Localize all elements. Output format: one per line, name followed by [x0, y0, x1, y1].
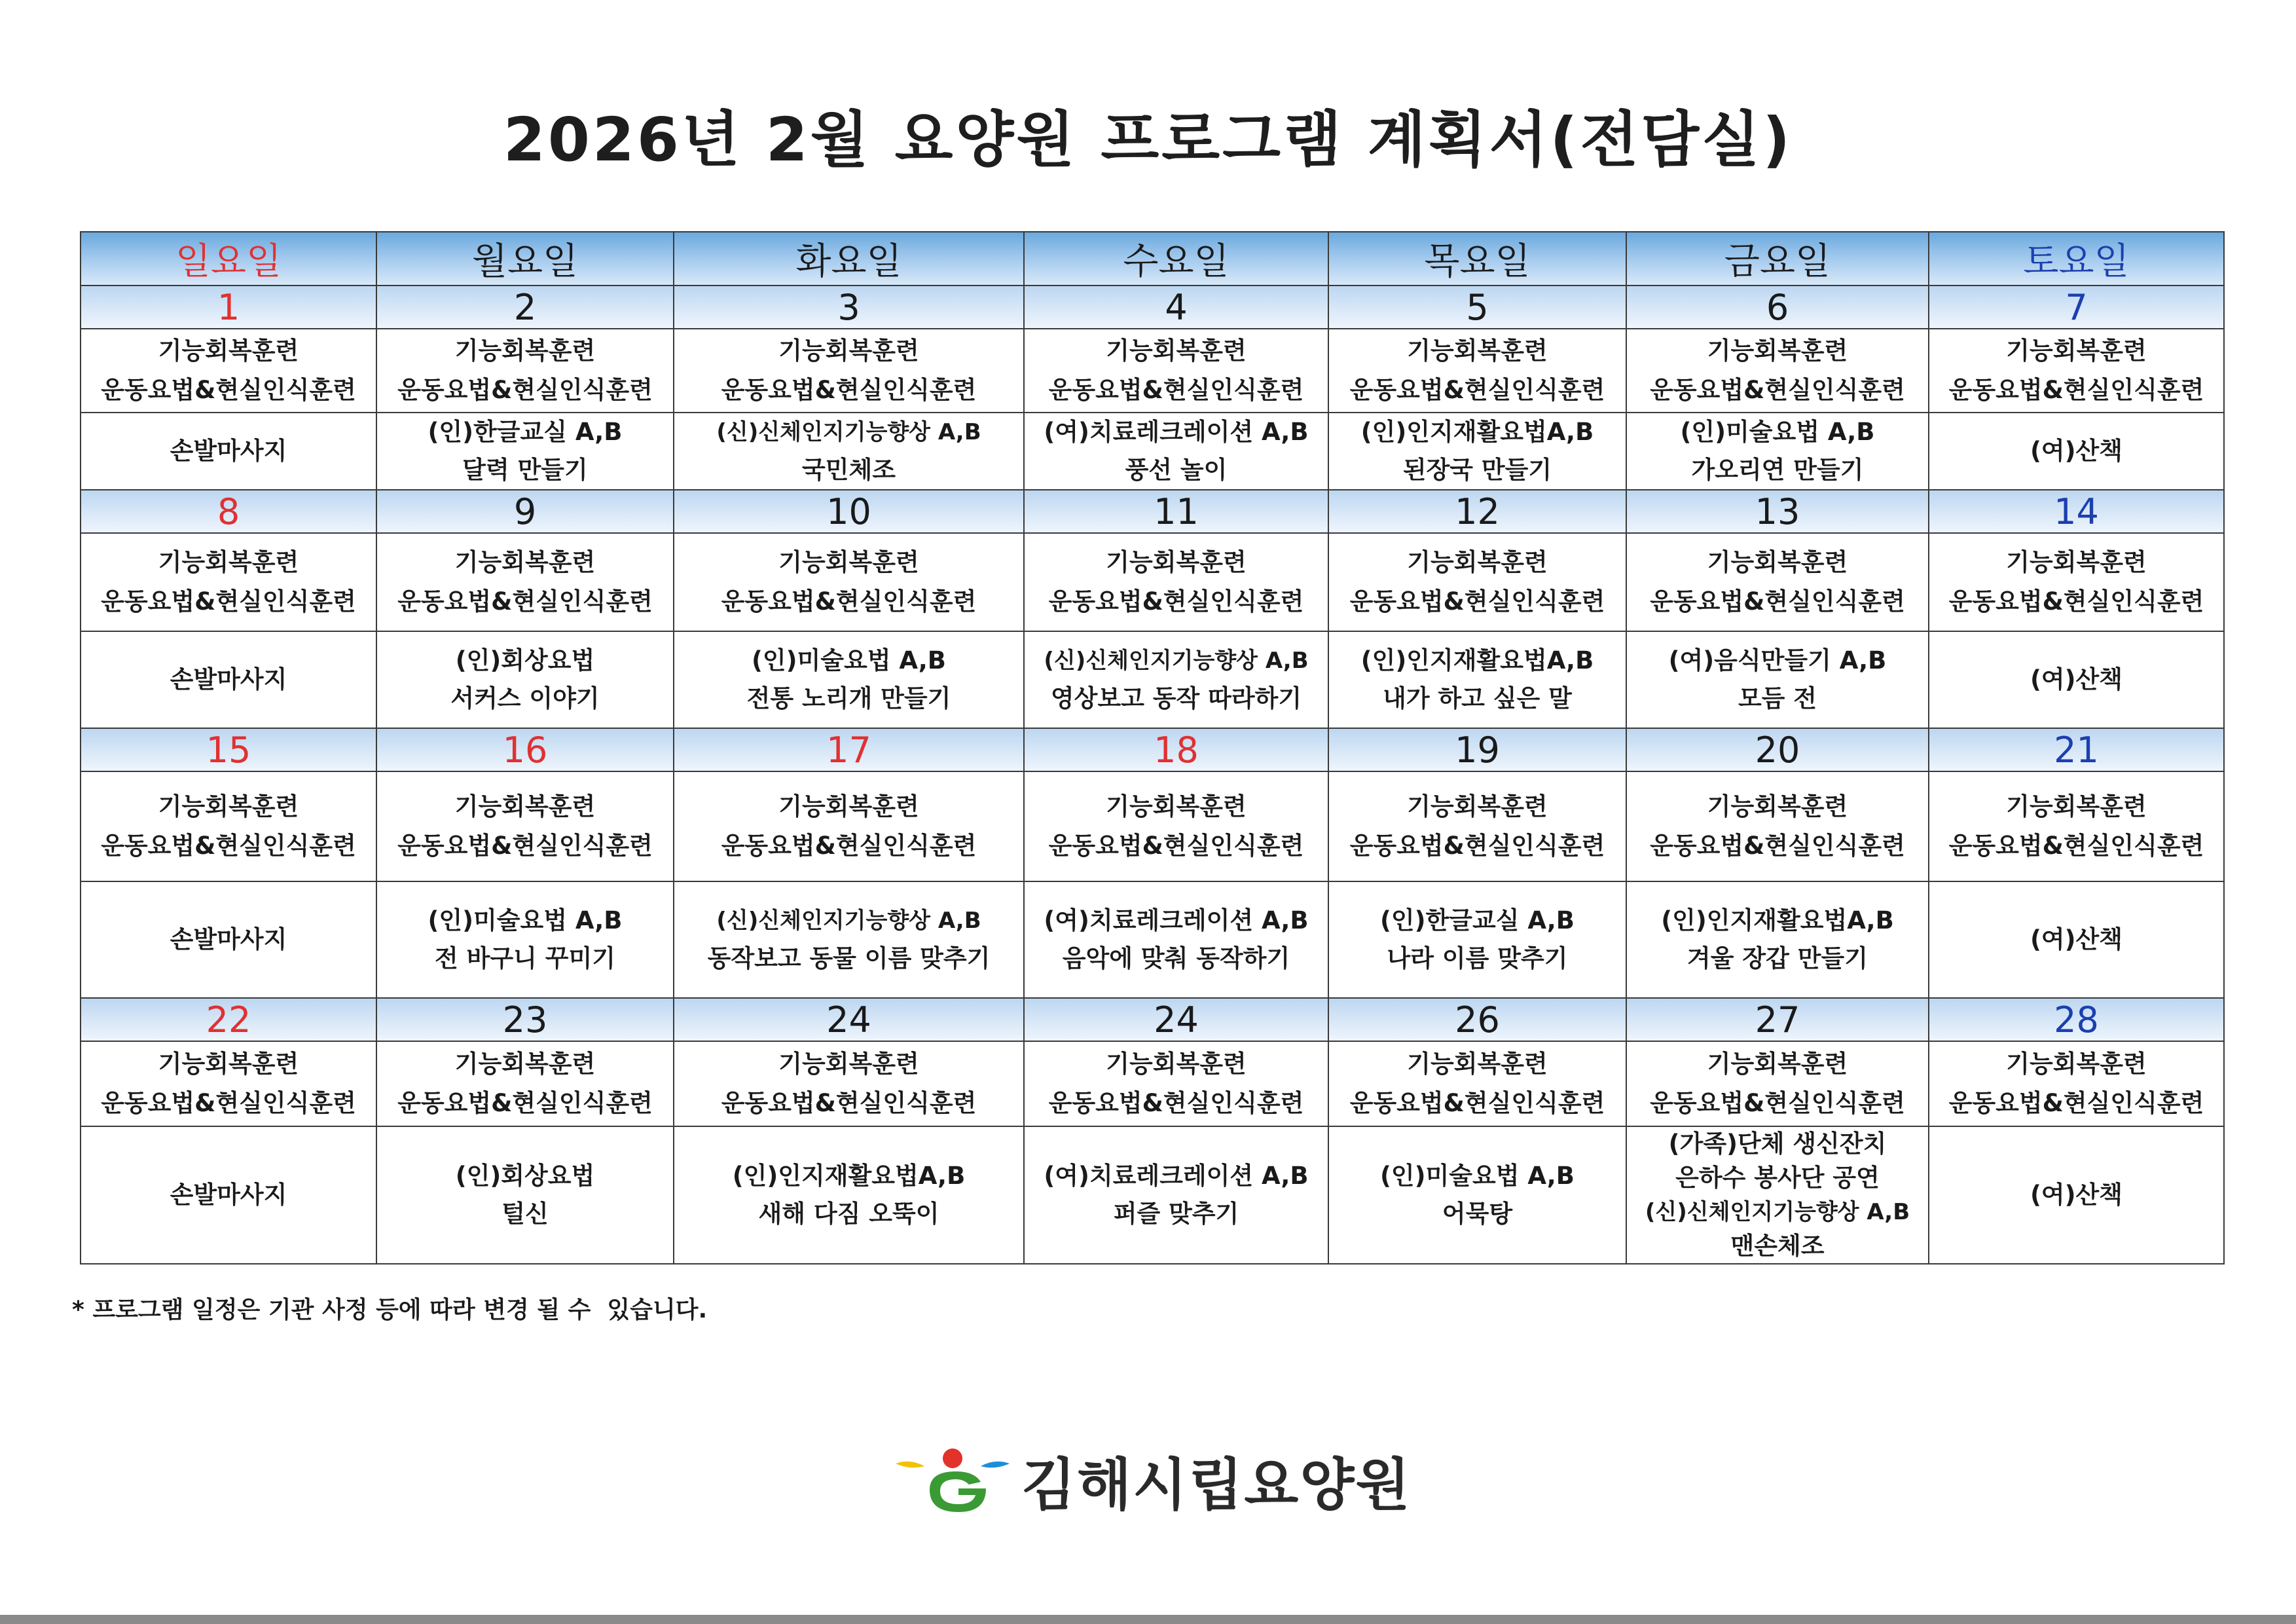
program-line: 기능회복훈련: [1407, 1050, 1548, 1078]
date-cell: 21: [1929, 728, 2224, 771]
date-cell: 6: [1626, 286, 1929, 329]
program-line: 은하수 봉사단 공연: [1675, 1164, 1880, 1192]
program-line: 운동요법&현실인식훈련: [1948, 376, 2204, 404]
activity-row: [81, 413, 2224, 490]
date-cell: 4: [1024, 286, 1328, 329]
date-cell: 1: [81, 286, 376, 329]
weekday-monday: 월요일: [376, 232, 674, 286]
program-line: 된장국 만들기: [1402, 456, 1552, 484]
gimhae-logo-icon: [890, 1444, 1015, 1516]
program-line: 운동요법&현실인식훈련: [1349, 1089, 1605, 1117]
training-cell: [674, 533, 1024, 631]
program-line: (인)미술요법 A,B: [428, 906, 623, 934]
training-cell: [81, 533, 376, 631]
activity-cell: [674, 1126, 1024, 1264]
program-line: 운동요법&현실인식훈련: [397, 832, 653, 860]
institution-logo: [890, 1441, 1412, 1519]
activity-cell: [1024, 1126, 1328, 1264]
program-line: 기능회복훈련: [158, 1050, 299, 1078]
training-cell: [376, 329, 674, 413]
date-cell: 15: [81, 728, 376, 771]
activity-cell: [376, 881, 674, 998]
schedule-note: * 프로그램 일정은 기관 사정 등에 따라 변경 될 수 있습니다.: [72, 1297, 708, 1323]
program-line: 운동요법&현실인식훈련: [1650, 376, 1905, 404]
program-line: 서커스 이야기: [450, 684, 600, 712]
program-calendar: [80, 231, 2225, 1264]
training-cell: [1626, 771, 1929, 881]
scan-edge-bar: [0, 1615, 2296, 1624]
program-line: 기능회복훈련: [1707, 792, 1848, 821]
program-line: 운동요법&현실인식훈련: [397, 1089, 653, 1117]
weekday-thursday: 목요일: [1328, 232, 1626, 286]
program-line: 국민체조: [802, 456, 896, 484]
activity-row: [81, 1126, 2224, 1264]
training-cell: [1626, 329, 1929, 413]
program-line: (인)한글교실 A,B: [428, 418, 623, 446]
program-line: 어묵탕: [1442, 1200, 1513, 1228]
date-row: [81, 998, 2224, 1041]
date-cell: 23: [376, 998, 674, 1041]
program-line: (인)한글교실 A,B: [1380, 906, 1575, 934]
date-cell: 24: [1024, 998, 1328, 1041]
activity-cell: [1626, 413, 1929, 490]
activity-cell: [1929, 1126, 2224, 1264]
weekday-friday: 금요일: [1626, 232, 1929, 286]
training-cell: [376, 1041, 674, 1126]
training-cell: [674, 1041, 1024, 1126]
program-line: (신)신체인지기능향상 A,B: [716, 908, 981, 934]
activity-cell: [81, 413, 376, 490]
program-line: 새해 다짐 오뚝이: [758, 1200, 939, 1228]
date-cell: 12: [1328, 490, 1626, 533]
activity-cell: [1929, 881, 2224, 998]
date-cell: 22: [81, 998, 376, 1041]
date-cell: 27: [1626, 998, 1929, 1041]
date-cell: 28: [1929, 998, 2224, 1041]
program-line: 기능회복훈련: [1407, 792, 1548, 821]
program-line: 기능회복훈련: [778, 337, 919, 365]
program-line: (여)치료레크레이션 A,B: [1044, 418, 1309, 446]
activity-cell: [674, 413, 1024, 490]
program-line: 가오리연 만들기: [1691, 456, 1864, 484]
weekday-header-row: [81, 232, 2224, 286]
activity-cell: [1626, 631, 1929, 728]
program-line: (인)미술요법 A,B: [752, 646, 946, 674]
activity-cell: [1024, 413, 1328, 490]
program-line: 음악에 맞춰 동작하기: [1062, 944, 1290, 972]
program-line: 운동요법&현실인식훈련: [1650, 1089, 1905, 1117]
program-line: 운동요법&현실인식훈련: [721, 1089, 977, 1117]
program-line: (여)산책: [2030, 925, 2123, 953]
activity-row: [81, 881, 2224, 998]
activity-cell: [376, 1126, 674, 1264]
program-line: 운동요법&현실인식훈련: [721, 587, 977, 616]
training-cell: [1626, 533, 1929, 631]
program-line: 운동요법&현실인식훈련: [1048, 587, 1304, 616]
program-line: 운동요법&현실인식훈련: [101, 1089, 356, 1117]
training-row: [81, 1041, 2224, 1126]
date-cell: 14: [1929, 490, 2224, 533]
program-line: 운동요법&현실인식훈련: [397, 376, 653, 404]
program-line: (인)회상요법: [455, 646, 595, 674]
date-cell: 19: [1328, 728, 1626, 771]
program-line: 운동요법&현실인식훈련: [1650, 587, 1905, 616]
activity-cell: [1929, 631, 2224, 728]
activity-cell: [1024, 631, 1328, 728]
program-line: 기능회복훈련: [2006, 337, 2147, 365]
program-line: 털신: [501, 1200, 549, 1228]
training-cell: [1328, 1041, 1626, 1126]
program-line: 손발마사지: [170, 925, 287, 953]
activity-cell: [674, 631, 1024, 728]
training-cell: [1024, 771, 1328, 881]
program-line: 운동요법&현실인식훈련: [1048, 1089, 1304, 1117]
date-cell: 5: [1328, 286, 1626, 329]
training-cell: [1626, 1041, 1929, 1126]
activity-cell: [1626, 1126, 1929, 1264]
program-line: (여)치료레크레이션 A,B: [1044, 1162, 1309, 1190]
training-row: [81, 771, 2224, 881]
date-cell: 20: [1626, 728, 1929, 771]
program-line: 기능회복훈련: [1106, 548, 1247, 576]
program-line: 기능회복훈련: [1407, 337, 1548, 365]
program-line: 기능회복훈련: [2006, 548, 2147, 576]
activity-cell: [1328, 881, 1626, 998]
date-cell: 10: [674, 490, 1024, 533]
calendar-body: [81, 232, 2224, 1264]
program-line: (여)산책: [2030, 1181, 2123, 1209]
program-line: (인)인지재활요법A,B: [732, 1162, 966, 1190]
training-cell: [1328, 533, 1626, 631]
weekday-saturday: 토요일: [1929, 232, 2224, 286]
program-line: 운동요법&현실인식훈련: [1650, 832, 1905, 860]
weekday-wednesday: 수요일: [1024, 232, 1328, 286]
training-cell: [1328, 771, 1626, 881]
program-line: 기능회복훈련: [1707, 337, 1848, 365]
program-line: 운동요법&현실인식훈련: [1948, 832, 2204, 860]
program-line: 운동요법&현실인식훈련: [101, 587, 356, 616]
weekday-sunday: 일요일: [81, 232, 376, 286]
activity-cell: [81, 881, 376, 998]
program-line: (가족)단체 생신잔치: [1668, 1130, 1887, 1158]
activity-cell: [674, 881, 1024, 998]
training-cell: [1024, 1041, 1328, 1126]
program-line: 기능회복훈련: [1707, 1050, 1848, 1078]
training-row: [81, 329, 2224, 413]
program-line: 운동요법&현실인식훈련: [1948, 1089, 2204, 1117]
program-line: 손발마사지: [170, 665, 287, 693]
training-cell: [81, 771, 376, 881]
program-line: 기능회복훈련: [1106, 1050, 1247, 1078]
training-cell: [674, 771, 1024, 881]
date-cell: 9: [376, 490, 674, 533]
program-line: (신)신체인지기능향상 A,B: [1044, 648, 1309, 674]
program-line: (여)산책: [2030, 665, 2123, 693]
program-line: 기능회복훈련: [454, 792, 596, 821]
activity-cell: [1626, 881, 1929, 998]
training-cell: [376, 533, 674, 631]
activity-cell: [1929, 413, 2224, 490]
program-line: 운동요법&현실인식훈련: [1349, 376, 1605, 404]
program-line: 운동요법&현실인식훈련: [101, 376, 356, 404]
program-line: 동작보고 동물 이름 맞추기: [707, 944, 991, 972]
date-cell: 3: [674, 286, 1024, 329]
training-row: [81, 533, 2224, 631]
training-cell: [81, 329, 376, 413]
activity-cell: [1328, 631, 1626, 728]
program-line: (여)산책: [2030, 437, 2123, 465]
program-line: 손발마사지: [170, 437, 287, 465]
program-line: 기능회복훈련: [1106, 337, 1247, 365]
program-line: (여)음식만들기 A,B: [1668, 646, 1887, 674]
program-line: 운동요법&현실인식훈련: [721, 832, 977, 860]
program-line: 영상보고 동작 따라하기: [1050, 684, 1302, 712]
training-cell: [1929, 1041, 2224, 1126]
program-line: (인)미술요법 A,B: [1680, 418, 1875, 446]
activity-cell: [1328, 413, 1626, 490]
training-cell: [1024, 533, 1328, 631]
date-cell: 7: [1929, 286, 2224, 329]
program-line: 기능회복훈련: [2006, 792, 2147, 821]
activity-cell: [376, 631, 674, 728]
program-line: 운동요법&현실인식훈련: [101, 832, 356, 860]
program-line: 운동요법&현실인식훈련: [1349, 832, 1605, 860]
program-line: 운동요법&현실인식훈련: [1349, 587, 1605, 616]
page-title: 2026년 2월 요양원 프로그램 계획서(전담실): [503, 105, 1793, 175]
activity-cell: [376, 413, 674, 490]
date-cell: 11: [1024, 490, 1328, 533]
activity-cell: [81, 1126, 376, 1264]
date-cell: 13: [1626, 490, 1929, 533]
activity-cell: [81, 631, 376, 728]
program-line: 모듬 전: [1738, 684, 1817, 712]
program-line: 나라 이름 맞추기: [1387, 944, 1568, 972]
training-cell: [1929, 771, 2224, 881]
training-cell: [674, 329, 1024, 413]
training-cell: [1929, 533, 2224, 631]
training-cell: [1929, 329, 2224, 413]
program-line: (신)신체인지기능향상 A,B: [716, 419, 981, 445]
training-cell: [1024, 329, 1328, 413]
program-line: 기능회복훈련: [158, 792, 299, 821]
logo-text: 김해시립요양원: [1021, 1452, 1412, 1518]
program-line: 기능회복훈련: [454, 548, 596, 576]
program-line: 기능회복훈련: [1707, 548, 1848, 576]
date-row: [81, 490, 2224, 533]
program-line: 운동요법&현실인식훈련: [1048, 832, 1304, 860]
program-line: 전통 노리개 만들기: [746, 684, 951, 712]
date-cell: 8: [81, 490, 376, 533]
program-line: 퍼즐 맞추기: [1113, 1200, 1239, 1228]
program-line: 기능회복훈련: [454, 1050, 596, 1078]
program-line: 운동요법&현실인식훈련: [397, 587, 653, 616]
program-line: 맨손체조: [1730, 1232, 1825, 1260]
date-row: [81, 728, 2224, 771]
activity-cell: [1328, 1126, 1626, 1264]
date-row: [81, 286, 2224, 329]
program-line: 기능회복훈련: [158, 337, 299, 365]
program-line: 기능회복훈련: [454, 337, 596, 365]
program-line: (인)인지재활요법A,B: [1360, 646, 1594, 674]
date-cell: 18: [1024, 728, 1328, 771]
date-cell: 16: [376, 728, 674, 771]
program-line: 달력 만들기: [462, 456, 588, 484]
program-line: 운동요법&현실인식훈련: [1948, 587, 2204, 616]
program-line: 겨울 장갑 만들기: [1687, 944, 1868, 972]
activity-row: [81, 631, 2224, 728]
training-cell: [376, 771, 674, 881]
program-line: 내가 하고 싶은 말: [1383, 684, 1572, 712]
program-line: 운동요법&현실인식훈련: [721, 376, 977, 404]
training-cell: [81, 1041, 376, 1126]
program-line: (인)인지재활요법A,B: [1360, 418, 1594, 446]
program-line: (인)미술요법 A,B: [1380, 1162, 1575, 1190]
program-line: 손발마사지: [170, 1181, 287, 1209]
program-line: (인)인지재활요법A,B: [1661, 906, 1894, 934]
program-line: 기능회복훈련: [1407, 548, 1548, 576]
date-cell: 17: [674, 728, 1024, 771]
program-line: 운동요법&현실인식훈련: [1048, 376, 1304, 404]
program-line: 기능회복훈련: [778, 1050, 919, 1078]
weekday-tuesday: 화요일: [674, 232, 1024, 286]
program-line: 기능회복훈련: [158, 548, 299, 576]
program-line: (신)신체인지기능향상 A,B: [1645, 1199, 1910, 1225]
program-line: 기능회복훈련: [778, 548, 919, 576]
date-cell: 26: [1328, 998, 1626, 1041]
date-cell: 24: [674, 998, 1024, 1041]
program-line: (여)치료레크레이션 A,B: [1044, 906, 1309, 934]
program-line: (인)회상요법: [455, 1162, 595, 1190]
program-line: 기능회복훈련: [2006, 1050, 2147, 1078]
program-line: 기능회복훈련: [778, 792, 919, 821]
activity-cell: [1024, 881, 1328, 998]
training-cell: [1328, 329, 1626, 413]
program-line: 전 바구니 꾸미기: [435, 944, 615, 972]
program-line: 기능회복훈련: [1106, 792, 1247, 821]
program-line: 풍선 놀이: [1125, 456, 1228, 484]
date-cell: 2: [376, 286, 674, 329]
